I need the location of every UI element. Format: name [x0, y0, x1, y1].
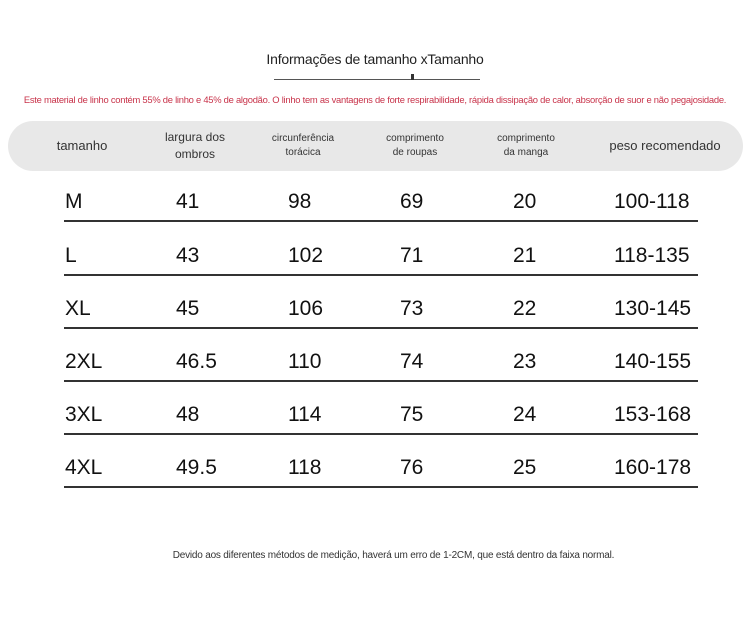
- title-divider: [274, 79, 480, 80]
- cell-shoulder: 45: [176, 297, 200, 320]
- page-title: Informações de tamanho xTamanho: [266, 51, 484, 67]
- cell-chest: 118: [288, 456, 322, 479]
- cell-size: XL: [65, 297, 91, 320]
- cell-sleeve: 21: [513, 244, 537, 267]
- measurement-disclaimer: Devido aos diferentes métodos de medição, haverá um erro de 1-2CM, que está dentro da faixa normal.: [172, 550, 615, 561]
- cell-weight: 153-168: [614, 403, 692, 426]
- row-divider: [64, 433, 698, 435]
- cell-sleeve: 25: [513, 456, 537, 479]
- header-chest-line1: circunferência: [271, 132, 335, 144]
- header-shoulder-line2: ombros: [174, 147, 215, 161]
- header-sleeve: [478, 121, 574, 171]
- cell-chest: 102: [288, 244, 324, 267]
- cell-length: 75: [400, 403, 424, 426]
- table-row: [0, 350, 750, 390]
- header-sleeve-line1: comprimento: [497, 132, 555, 144]
- cell-shoulder: 46.5: [176, 350, 217, 373]
- material-notice: Este material de linho contém 55% de linho e 45% de algodão. O linho tem as vantagens de forte respirabilidade, rápida dissipação de calor, absorção de suor e não pegajosidade.: [23, 94, 727, 105]
- header-size: [36, 121, 128, 171]
- header-shoulder-width: [150, 121, 240, 171]
- header-length: [368, 121, 462, 171]
- cell-size: M: [65, 190, 83, 213]
- cell-chest: 106: [288, 297, 324, 320]
- table-row: [0, 403, 750, 443]
- cell-length: 74: [400, 350, 424, 373]
- cell-size: L: [65, 244, 77, 267]
- header-length-line2: de roupas: [392, 147, 438, 158]
- cell-shoulder: 43: [176, 244, 200, 267]
- cell-size: 4XL: [65, 456, 103, 479]
- cell-sleeve: 23: [513, 350, 537, 373]
- cell-length: 76: [400, 456, 424, 479]
- cell-chest: 114: [288, 403, 322, 426]
- cell-weight: 118-135: [614, 244, 690, 267]
- cell-weight: 140-155: [614, 350, 692, 373]
- cell-chest: 110: [288, 350, 322, 373]
- title-divider-mark: [411, 74, 414, 80]
- table-row: [0, 244, 750, 284]
- cell-size: 3XL: [65, 403, 103, 426]
- cell-length: 71: [400, 244, 424, 267]
- row-divider: [64, 274, 698, 276]
- header-size-label: tamanho: [56, 137, 108, 153]
- cell-weight: 160-178: [614, 456, 692, 479]
- cell-weight: 130-145: [614, 297, 692, 320]
- cell-sleeve: 20: [513, 190, 537, 213]
- cell-chest: 98: [288, 190, 312, 213]
- cell-size: 2XL: [65, 350, 103, 373]
- header-sleeve-line2: da manga: [503, 147, 549, 158]
- header-length-line1: comprimento: [386, 132, 444, 144]
- row-divider: [64, 327, 698, 329]
- cell-shoulder: 41: [176, 190, 200, 213]
- cell-shoulder: 49.5: [176, 456, 217, 479]
- header-chest: [258, 121, 348, 171]
- header-weight-label: peso recomendado: [609, 137, 721, 153]
- table-row: [0, 297, 750, 337]
- cell-length: 69: [400, 190, 424, 213]
- row-divider: [64, 220, 698, 222]
- cell-length: 73: [400, 297, 424, 320]
- row-divider: [64, 486, 698, 488]
- table-row: [0, 190, 750, 230]
- cell-sleeve: 24: [513, 403, 537, 426]
- header-shoulder-line1: largura dos: [164, 129, 226, 144]
- table-row: [0, 456, 750, 496]
- row-divider: [64, 380, 698, 382]
- header-weight: [598, 121, 732, 171]
- cell-weight: 100-118: [614, 190, 690, 213]
- cell-sleeve: 22: [513, 297, 537, 320]
- header-chest-line2: torácica: [285, 147, 321, 158]
- cell-shoulder: 48: [176, 403, 200, 426]
